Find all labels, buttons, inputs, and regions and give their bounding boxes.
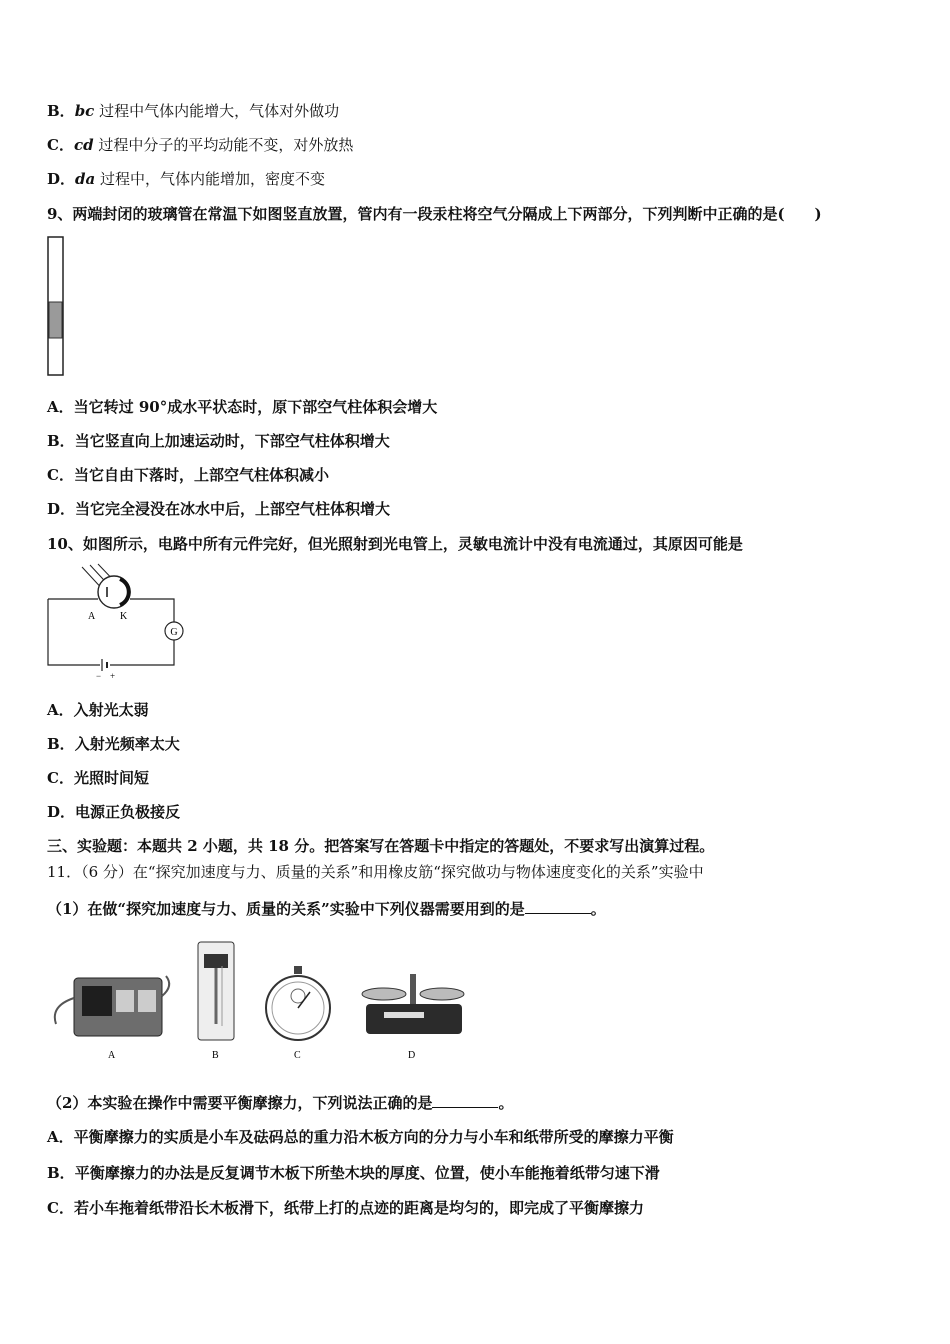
q9-option-c: C．当它自由下落时，上部空气柱体积减小 xyxy=(47,466,329,484)
instruments-figure xyxy=(44,936,474,1066)
q10-option-b: B．入射光频率太大 xyxy=(47,735,180,753)
label-minus: − xyxy=(96,671,102,681)
q11-option-b: B．平衡摩擦力的办法是反复调节木板下所垫木块的厚度、位置，使小车能拖着纸带匀速下滑 xyxy=(47,1164,660,1182)
q9-stem: 9、两端封闭的玻璃管在常温下如图竖直放置，管内有一段汞柱将空气分隔成上下两部分，下列判断中正确的是( ) xyxy=(47,205,822,223)
label-instrument-d: D xyxy=(408,1050,416,1061)
q11-option-a: A．平衡摩擦力的实质是小车及砝码总的重力沿木板方向的分力与小车和纸带所受的摩擦力平衡 xyxy=(47,1128,674,1146)
label-instrument-b: B xyxy=(212,1050,219,1061)
answer-blank-2[interactable] xyxy=(432,1093,498,1108)
q11-sub1: （1）在做“探究加速度与力、质量的关系”实验中下列仪器需要用到的是 。 xyxy=(47,900,606,918)
section-3-heading: 三、实验题：本题共 2 小题，共 18 分。把答案写在答题卡中指定的答题处，不要求写出演算过程。 xyxy=(47,837,715,855)
label-plus: + xyxy=(110,671,116,681)
instrument-b-spring-scale xyxy=(198,942,234,1040)
label-instrument-a: A xyxy=(108,1050,116,1061)
q10-stem: 10、如图所示，电路中所有元件完好，但光照射到光电管上，灵敏电流计中没有电流通过，其原因可能是 xyxy=(47,535,743,553)
q11-option-c: C．若小车拖着纸带沿长木板滑下，纸带上打的点迹的距离是均匀的，即完成了平衡摩擦力 xyxy=(47,1199,644,1217)
q11-stem: 11．（6 分）在“探究加速度与力、质量的关系”和用橡皮筋“探究做功与物体速度变化的关系”实验中 xyxy=(47,863,704,881)
label-g: G xyxy=(170,627,178,638)
label-instrument-c: C xyxy=(294,1050,301,1061)
instrument-a-power-supply xyxy=(55,976,169,1036)
q8-option-d: D．da 过程中，气体内能增加，密度不变 xyxy=(47,170,326,188)
glass-tube-figure xyxy=(44,236,68,378)
q9-option-b: B．当它竖直向上加速运动时，下部空气柱体积增大 xyxy=(47,432,390,450)
q10-option-d: D．电源正负极接反 xyxy=(47,803,181,821)
q10-option-a: A．入射光太弱 xyxy=(47,701,149,719)
q8-option-c: C．cd 过程中分子的平均动能不变，对外放热 xyxy=(47,136,354,154)
q9-option-a: A．当它转过 90°成水平状态时，原下部空气柱体积会增大 xyxy=(47,398,438,416)
q9-option-d: D．当它完全浸没在冰水中后，上部空气柱体积增大 xyxy=(47,500,391,518)
mercury-column xyxy=(49,302,62,338)
answer-blank-1[interactable] xyxy=(525,899,591,914)
q10-option-c: C．光照时间短 xyxy=(47,769,149,787)
label-a: A xyxy=(88,611,96,622)
label-k: K xyxy=(120,611,128,622)
circuit-wire xyxy=(48,599,100,665)
photocell-circuit-figure xyxy=(44,563,189,681)
circuit-wire xyxy=(110,599,174,665)
instrument-c-stopwatch xyxy=(266,966,330,1040)
q8-option-b: B．bc 过程中气体内能增大，气体对外做功 xyxy=(47,102,340,120)
q11-sub2: （2）本实验在操作中需要平衡摩擦力，下列说法正确的是 。 xyxy=(47,1094,514,1112)
instrument-d-balance xyxy=(362,974,464,1034)
